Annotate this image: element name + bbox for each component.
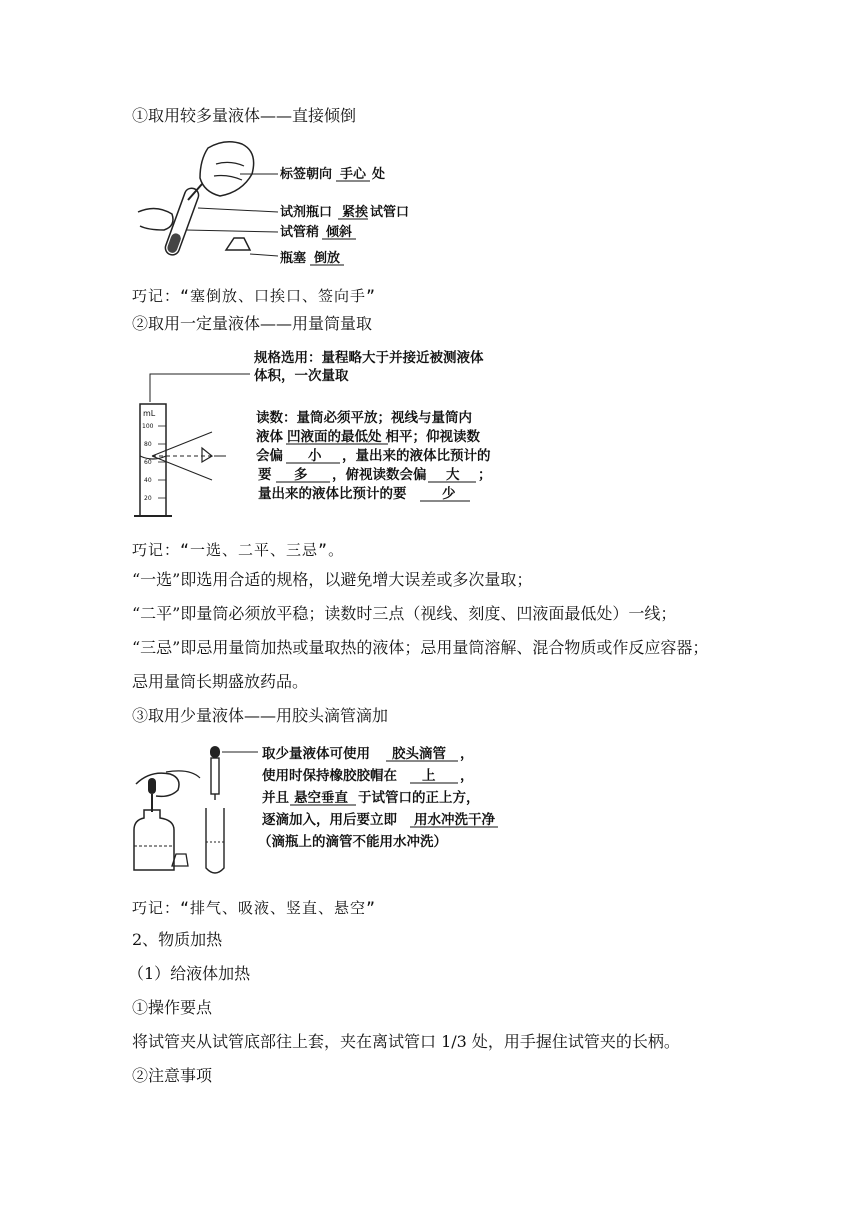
- pouring-illustration: [130, 134, 430, 270]
- svg-text:20: 20: [144, 495, 152, 502]
- eye-icon: [202, 448, 212, 462]
- svg-text:少: 少: [442, 486, 456, 502]
- svg-text:80: 80: [144, 441, 152, 448]
- hand-dropper-icon: [136, 773, 179, 796]
- svg-text:试管口: 试管口: [370, 205, 410, 220]
- svg-text:液体凹液面的最低处相平；仰视读数: 液体 凹液面的最低处 相平；仰视读数: [256, 429, 480, 445]
- point-notes: ②注意事项: [132, 1066, 213, 1085]
- svg-text:倒放: 倒放: [314, 251, 341, 266]
- svg-text:；: ；: [478, 467, 492, 483]
- svg-text:40: 40: [144, 477, 152, 484]
- svg-text:标签朝向: 标签朝向: [280, 167, 333, 182]
- svg-text:用水冲洗干净: 用水冲洗干净: [414, 812, 495, 828]
- svg-text:逐滴加入，用后要立即: 逐滴加入，用后要立即: [262, 812, 397, 828]
- heading-measure-liquid: ②取用一定量液体——用量筒量取: [132, 314, 373, 333]
- svg-text:，俯视读数会偏: ，俯视读数会偏: [332, 467, 427, 483]
- svg-text:试剂瓶口: 试剂瓶口: [280, 205, 333, 220]
- svg-text:，: ，: [460, 746, 474, 762]
- svg-text:上: 上: [422, 768, 436, 784]
- svg-text:规格选用：量程略大于并接近被测液体: 规格选用：量程略大于并接近被测液体: [254, 350, 484, 366]
- dropper-bottle-icon: [134, 810, 174, 870]
- svg-text:多: 多: [294, 467, 308, 483]
- svg-text:胶头滴管: 胶头滴管: [392, 746, 446, 762]
- svg-text:（滴瓶上的滴管不能用水冲洗）: （滴瓶上的滴管不能用水冲洗）: [258, 834, 447, 850]
- svg-text:100: 100: [142, 423, 154, 430]
- paragraph-san-ji-cont: 忌用量筒长期盛放药品。: [132, 672, 309, 691]
- svg-text:大: 大: [446, 467, 460, 483]
- stopper-icon: [226, 238, 250, 250]
- svg-text:读数：量筒必须平放；视线与量筒内: 读数：量筒必须平放；视线与量筒内: [256, 410, 472, 426]
- svg-text:紧挨: 紧挨: [342, 205, 369, 220]
- svg-text:要: 要: [258, 467, 272, 483]
- graduated-cylinder-icon: [134, 404, 172, 516]
- svg-text:并且: 并且: [262, 790, 289, 806]
- paragraph-er-ping: “二平”即量筒必须放平稳；读数时三点（视线、刻度、凹液面最低处）一线；: [132, 604, 677, 623]
- svg-text:手心: 手心: [340, 167, 367, 182]
- svg-text:，: ，: [460, 768, 474, 784]
- paragraph-operation: 将试管夹从试管底部往上套，夹在离试管口 1/3 处，用手握住试管夹的长柄。: [132, 1032, 680, 1051]
- svg-text:瓶塞: 瓶塞: [280, 251, 307, 266]
- point-operation: ①操作要点: [132, 998, 213, 1017]
- dropper-illustration: [130, 738, 500, 878]
- mnemonic-dropper: 巧记：“排气、吸液、竖直、悬空”: [132, 899, 377, 917]
- test-tube-icon: [206, 808, 224, 873]
- svg-text:小: 小: [308, 448, 322, 464]
- heading-dropper: ③取用少量液体——用胶头滴管滴加: [132, 706, 389, 725]
- svg-text:于试管口的正上方，: 于试管口的正上方，: [358, 790, 480, 806]
- svg-text:试管稍: 试管稍: [280, 225, 320, 240]
- figure-dropper: [130, 738, 500, 878]
- svg-text:悬空垂直: 悬空垂直: [294, 790, 348, 806]
- svg-text:体积，一次量取: 体积，一次量取: [254, 368, 349, 384]
- figure-graduated-cylinder: [130, 344, 510, 524]
- mnemonic-pour: 巧记：“塞倒放、口挨口、签向手”: [132, 287, 377, 305]
- dropper-icon: [210, 746, 220, 800]
- paragraph-yi-xuan: “一选”即选用合适的规格，以避免增大误差或多次量取；: [132, 570, 533, 589]
- figure-pour-liquid: [130, 134, 430, 270]
- hand-tube-icon: [138, 208, 173, 230]
- svg-text:量出来的液体比预计的要: 量出来的液体比预计的要: [258, 486, 407, 502]
- svg-text:处: 处: [372, 167, 386, 182]
- subheading-heat-liquid: （1）给液体加热: [128, 964, 251, 983]
- svg-text:，量出来的液体比预计的: ，量出来的液体比预计的: [342, 448, 491, 464]
- paragraph-san-ji: “三忌”即忌用量筒加热或量取热的液体；忌用量筒溶解、混合物质或作反应容器；: [132, 638, 709, 657]
- hand-bottle-icon: [200, 142, 254, 196]
- svg-text:mL: mL: [143, 409, 156, 418]
- svg-text:取少量液体可使用: 取少量液体可使用: [262, 746, 370, 762]
- svg-text:会偏: 会偏: [256, 448, 283, 464]
- heading-pour-liquid: ①取用较多量液体——直接倾倒: [132, 106, 357, 125]
- mnemonic-measure: 巧记：“一选、二平、三忌”。: [132, 541, 345, 559]
- heading-heating: 2、物质加热: [132, 930, 223, 949]
- test-tube-icon: [163, 186, 200, 257]
- svg-text:倾斜: 倾斜: [326, 225, 353, 240]
- svg-text:60: 60: [144, 459, 152, 466]
- svg-text:使用时保持橡胶胶帽在: 使用时保持橡胶胶帽在: [262, 768, 397, 784]
- cylinder-illustration: [130, 344, 510, 524]
